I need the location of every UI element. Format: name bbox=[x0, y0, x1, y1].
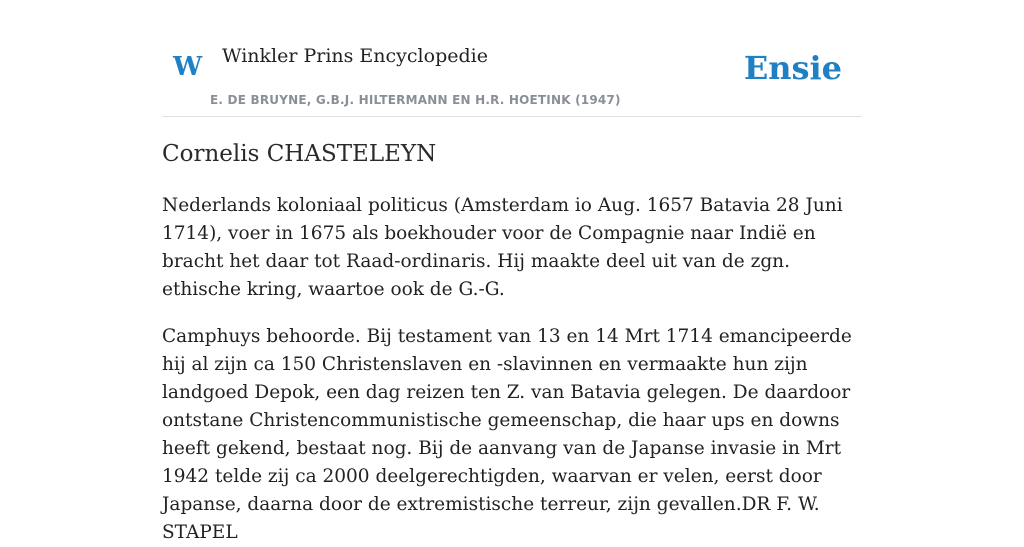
publication-title[interactable]: Winkler Prins Encyclopedie bbox=[222, 45, 488, 67]
article-title: Cornelis CHASTELEYN bbox=[162, 141, 437, 167]
article-paragraph-2: Camphuys behoorde. Bij testament van 13 en 14 Mrt 1714 emancipeerde hij al zijn ca 150 Christenslaven en -slavinnen en vermaakte hun zijn landgoed Depok, een dag reizen ten Z. van Batavia gelegen. De daardoor ontstane Christencommunistische gemeenschap, die haar ups en downs heeft gekend, bestaat nog. Bij de aanvang van de Japanse invasie in Mrt 1942 telde zij ca 2000 deelgerechtigden, waarvan er velen, eerst door Japanse, daarna door de extremistische terreur, zijn gevallen.DR F. W. STAPEL bbox=[162, 326, 852, 543]
publication-logo[interactable]: W bbox=[173, 52, 203, 82]
page-content bbox=[162, 0, 862, 543]
publication-header bbox=[162, 0, 862, 117]
ensie-logo[interactable]: Ensie bbox=[743, 49, 842, 87]
article-paragraph-1: Nederlands koloniaal politicus (Amsterdam io Aug. 1657 Batavia 28 Juni 1714), voer in 1675 als boekhouder voor de Compagnie naar Indië en bracht het daar tot Raad-ordinaris. Hij maakte deel uit van de zgn. ethische kring, waartoe ook de G.-G. bbox=[162, 195, 843, 300]
publication-authors: E. DE BRUYNE, G.B.J. HILTERMANN EN H.R. HOETINK (1947) bbox=[210, 93, 621, 107]
